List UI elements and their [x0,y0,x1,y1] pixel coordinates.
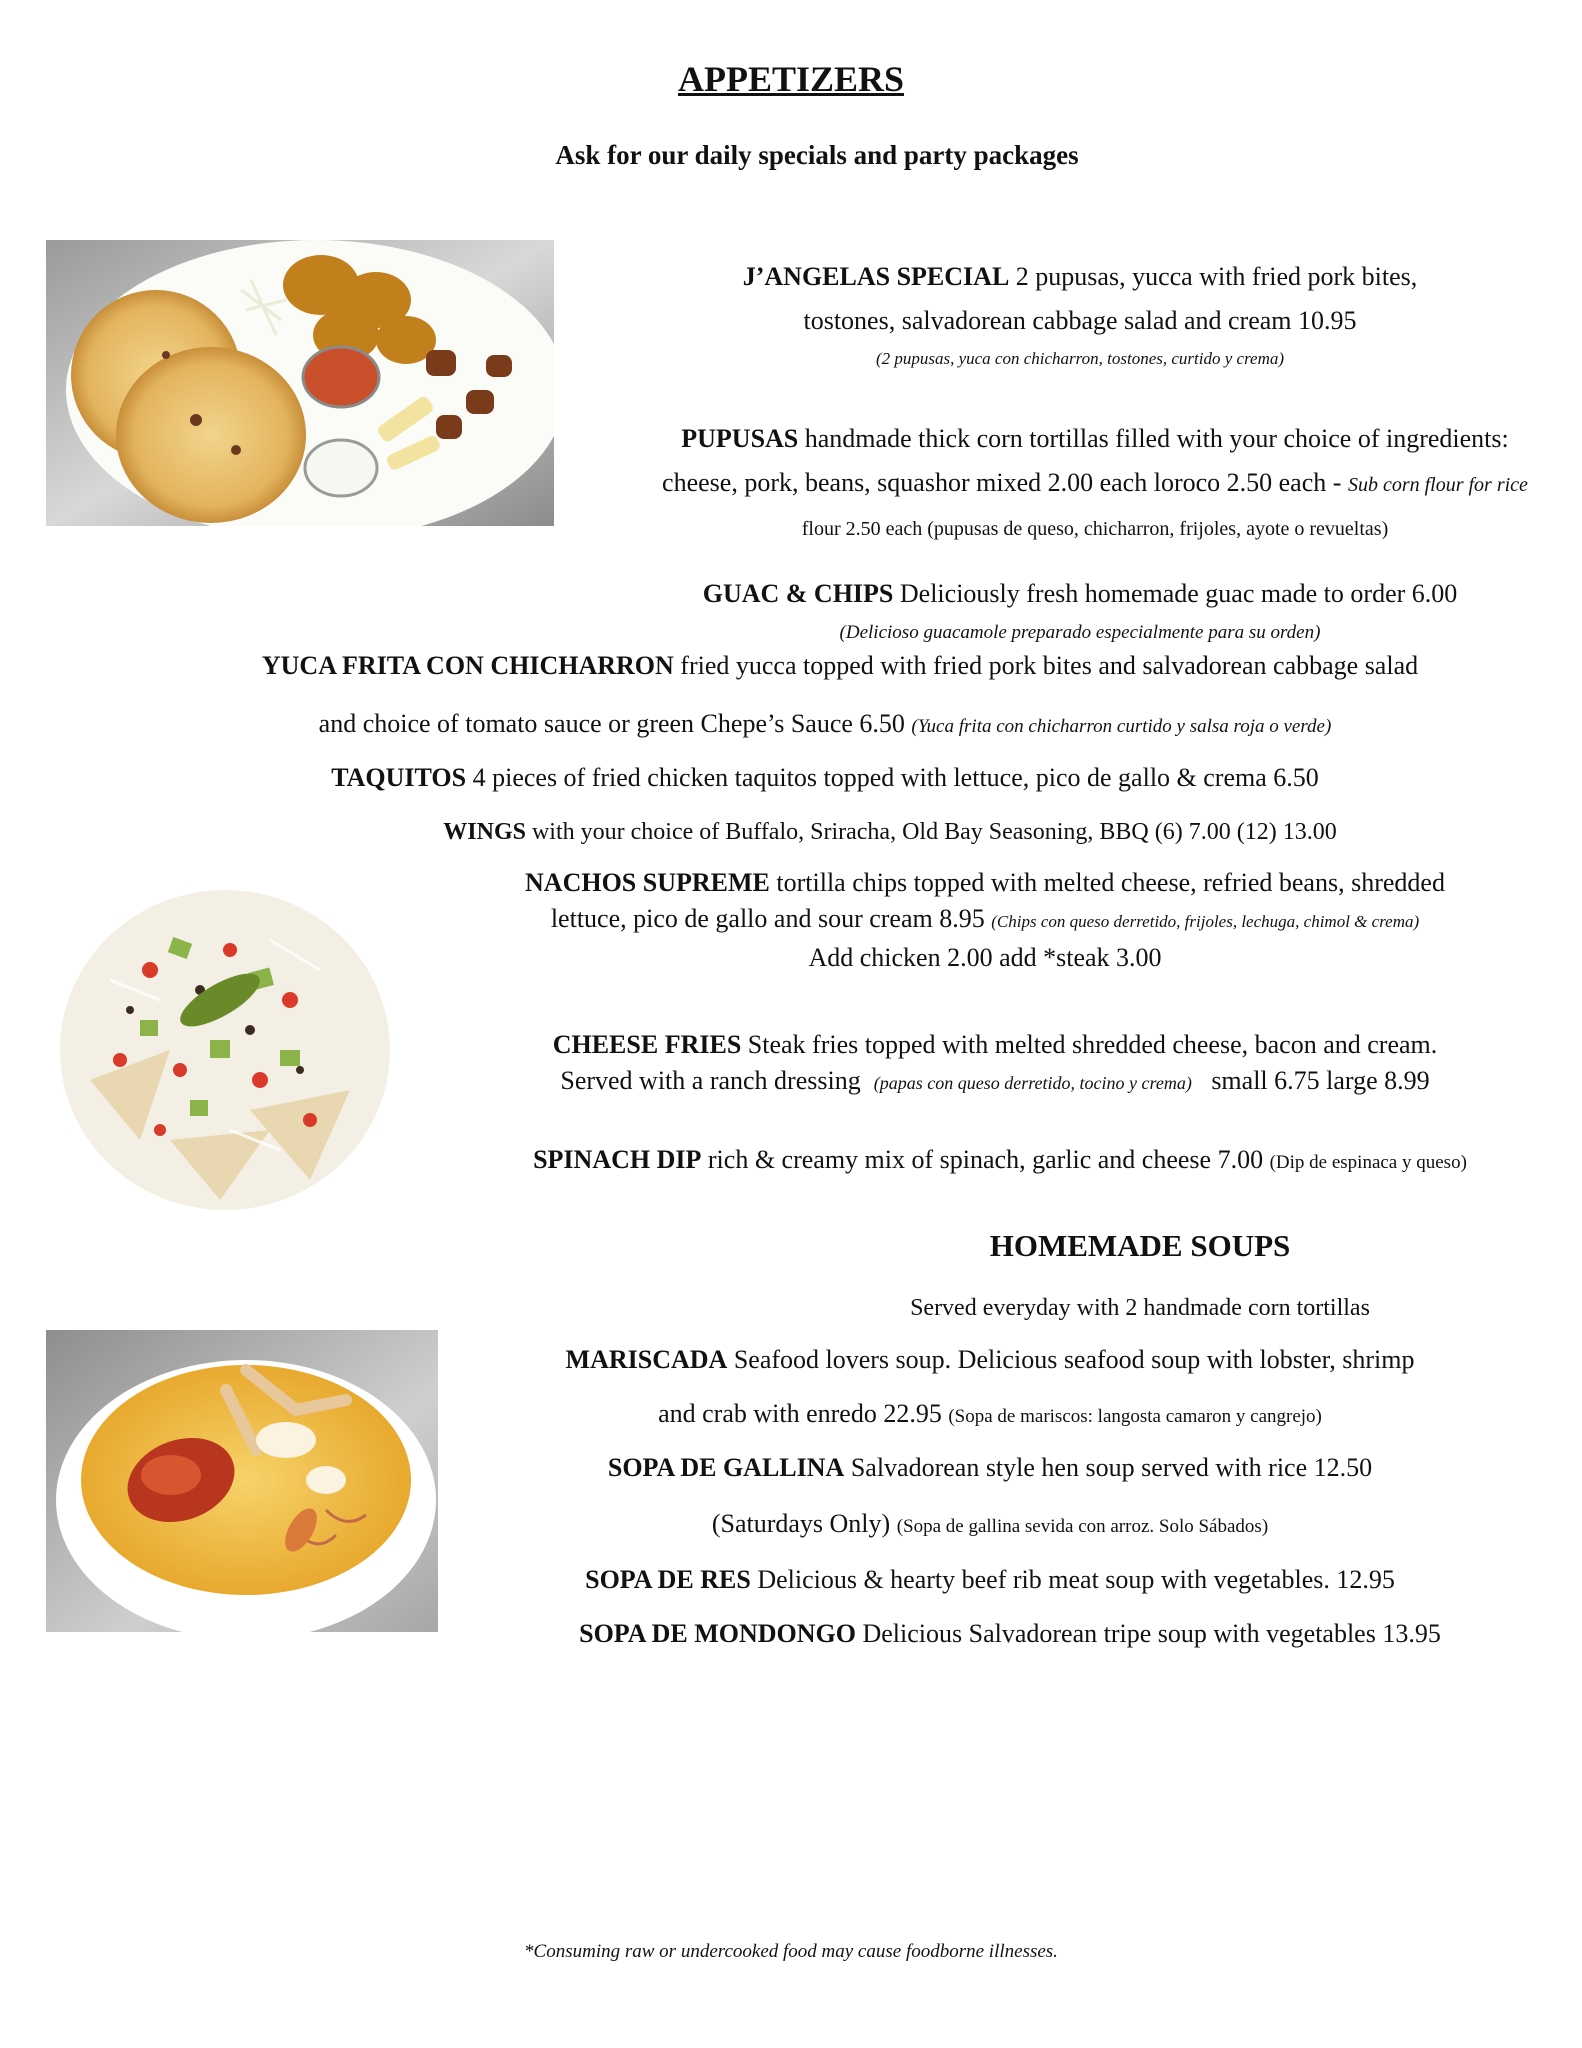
menu-item-jangelas-special [580,255,1580,372]
menu-item-cheese-fries [430,1027,1560,1101]
item-name: CHEESE FRIES [552,1030,742,1059]
menu-item-mariscada-line2 [470,1392,1510,1439]
item-desc: Delicious & hearty beef rib meat soup with vegetables. 12.95 [757,1565,1395,1594]
item-name: SOPA DE RES [585,1565,751,1594]
pupusas-plate-photo [46,240,554,526]
seafood-soup-photo [46,1330,438,1632]
menu-item-mariscada [470,1338,1510,1382]
menu-item-sopa-de-mondongo [470,1612,1550,1656]
item-translation: (papas con queso derretido, tocino y crema) [873,1073,1192,1093]
item-desc: Salvadorean style hen soup served with rice 12.50 [850,1453,1373,1482]
item-name: TAQUITOS [331,763,467,792]
item-name: J’ANGELAS SPECIAL [742,262,1010,291]
item-desc: Steak fries topped with melted shredded cheese, bacon and cream. [747,1030,1438,1059]
item-desc: 4 pieces of fried chicken taquitos topped with lettuce, pico de gallo & crema 6.50 [472,763,1319,792]
item-name: GUAC & CHIPS [702,579,894,608]
item-addon: Add chicken 2.00 add *steak 3.00 [808,943,1162,972]
menu-item-yuca-frita-line2 [160,702,1490,749]
menu-item-sopa-de-gallina [470,1446,1510,1490]
item-translation: (Sopa de gallina sevida con arroz. Solo Sábados) [896,1516,1269,1537]
item-desc: and crab with enredo 22.95 [658,1399,942,1428]
nachos-plate-photo [50,880,400,1220]
page-subtitle: Ask for our daily specials and party packages [555,140,1079,170]
soups-subtitle-text: Served everyday with 2 handmade corn tortillas [910,1295,1370,1321]
item-translation: (Sopa de mariscos: langosta camaron y cangrejo) [948,1406,1322,1427]
soups-section-title: HOMEMADE SOUPS [989,1228,1291,1263]
item-translation: (Yuca frita con chicharron curtido y salsa roja o verde) [911,716,1332,737]
item-name: WINGS [443,819,526,845]
item-desc: rich & creamy mix of spinach, garlic and cheese 7.00 [707,1145,1264,1174]
item-price: small 6.75 large 8.99 [1211,1066,1430,1095]
item-desc: and choice of tomato sauce or green Chepe’s Sauce 6.50 [318,709,905,738]
item-desc: tortilla chips topped with melted cheese, refried beans, shredded [776,868,1445,897]
item-desc: fried yucca topped with fried pork bites and salvadorean cabbage salad [680,651,1419,680]
soups-subtitle [800,1286,1480,1330]
item-translation: flour 2.50 each (pupusas de queso, chicharron, frijoles, ayote o revueltas) [801,518,1389,540]
item-name: SOPA DE MONDONGO [579,1619,856,1648]
menu-item-taquitos [160,756,1490,800]
item-name: YUCA FRITA CON CHICHARRON [261,651,674,680]
menu-item-yuca-frita [160,644,1520,688]
item-name: MARISCADA [565,1345,728,1374]
item-name: PUPUSAS [681,424,799,453]
item-translation: (Dip de espinaca y queso) [1269,1152,1467,1173]
item-desc: cheese, pork, beans, squashor mixed 2.00 each loroco 2.50 each - [662,468,1342,497]
menu-item-spinach-dip [440,1138,1560,1185]
item-name: SOPA DE GALLINA [607,1453,845,1482]
item-desc: 2 pupusas, yucca with fried pork bites, [1015,262,1418,291]
item-translation: (Delicioso guacamole preparado especialmente para su orden) [839,622,1321,643]
item-translation: (Chips con queso derretido, frijoles, lechuga, chimol & crema) [991,912,1420,931]
item-desc: (Saturdays Only) [711,1509,891,1538]
footer-disclaimer: *Consuming raw or undercooked food may cause foodborne illnesses. [524,1941,1058,1962]
item-desc: Seafood lovers soup. Delicious seafood soup with lobster, shrimp [733,1345,1415,1374]
item-desc: Deliciously fresh homemade guac made to order 6.00 [899,579,1458,608]
item-desc: Served with a ranch dressing [560,1066,861,1095]
menu-item-guac-chips [560,572,1582,647]
menu-item-sopa-de-res [470,1558,1510,1602]
item-desc: Delicious Salvadorean tripe soup with vegetables 13.95 [862,1619,1441,1648]
page-title: APPETIZERS [677,59,905,99]
menu-item-sopa-de-gallina-line2 [470,1502,1510,1549]
menu-item-nachos-supreme [420,865,1550,976]
item-desc: lettuce, pico de gallo and sour cream 8.95 [550,904,985,933]
item-translation: (2 pupusas, yuca con chicharron, tostones, curtido y crema) [875,349,1285,368]
menu-item-wings [300,810,1480,854]
item-translation: Sub corn flour for rice [1347,474,1528,496]
item-desc: tostones, salvadorean cabbage salad and cream 10.95 [803,306,1357,335]
item-desc: with your choice of Buffalo, Sriracha, Old Bay Seasoning, BBQ (6) 7.00 (12) 13.00 [531,819,1337,845]
menu-item-pupusas [580,417,1582,549]
item-name: NACHOS SUPREME [525,868,770,897]
item-desc: handmade thick corn tortillas filled with your choice of ingredients: [804,424,1509,453]
item-name: SPINACH DIP [533,1145,702,1174]
